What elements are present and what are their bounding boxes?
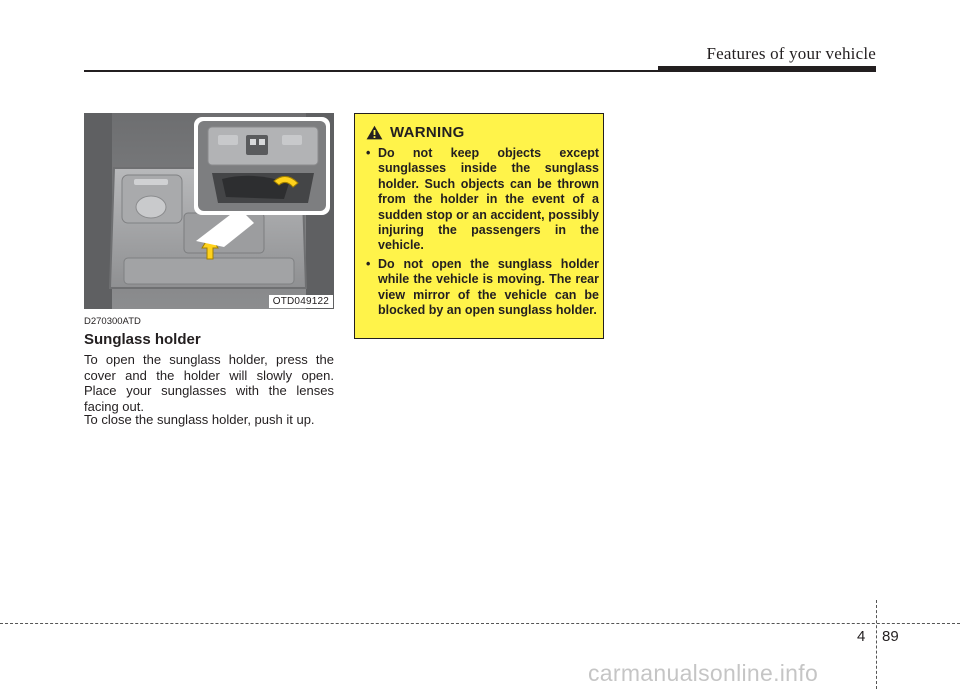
section-title: Sunglass holder — [84, 331, 201, 348]
warning-item — [365, 146, 599, 254]
warning-item — [365, 257, 599, 319]
warning-box — [354, 113, 604, 339]
footer-divider — [876, 600, 877, 689]
section-code: D270300ATD — [84, 316, 141, 327]
warning-triangle-icon — [366, 125, 383, 140]
header-title: Features of your vehicle — [706, 44, 876, 63]
header-rule — [84, 70, 660, 72]
body-paragraph: To open the sunglass holder, press the cover and the holder will slowly open. Place your sunglasses with the lenses facing out. — [84, 352, 334, 414]
header-rule-accent — [658, 66, 876, 72]
page-number: 89 — [882, 628, 899, 645]
car-sunglass-holder-photo — [84, 113, 334, 309]
warning-header — [366, 124, 465, 141]
chapter-number: 4 — [857, 628, 866, 645]
warning-title: WARNING — [390, 124, 465, 141]
warning-item-text: Do not keep objects except sunglasses inside the sunglass holder. Such objects can be thrown from the holder in the event of a sudden stop or an accident, possibly injuring the passengers in the vehicle. — [378, 146, 599, 253]
figure-code: OTD049122 — [269, 295, 333, 308]
bullet: • — [366, 146, 371, 160]
warning-list — [365, 146, 599, 321]
watermark: carmanualsonline.info — [588, 660, 819, 686]
bullet: • — [366, 256, 371, 271]
sunglass-holder-photo — [84, 113, 334, 309]
footer-rule — [0, 623, 960, 624]
warning-item-text: Do not open the sunglass holder while the vehicle is moving. The rear view mirror of the vehicle can be blocked by an open sunglass holder. — [378, 256, 599, 318]
body-paragraph: To close the sunglass holder, push it up. — [84, 412, 315, 427]
